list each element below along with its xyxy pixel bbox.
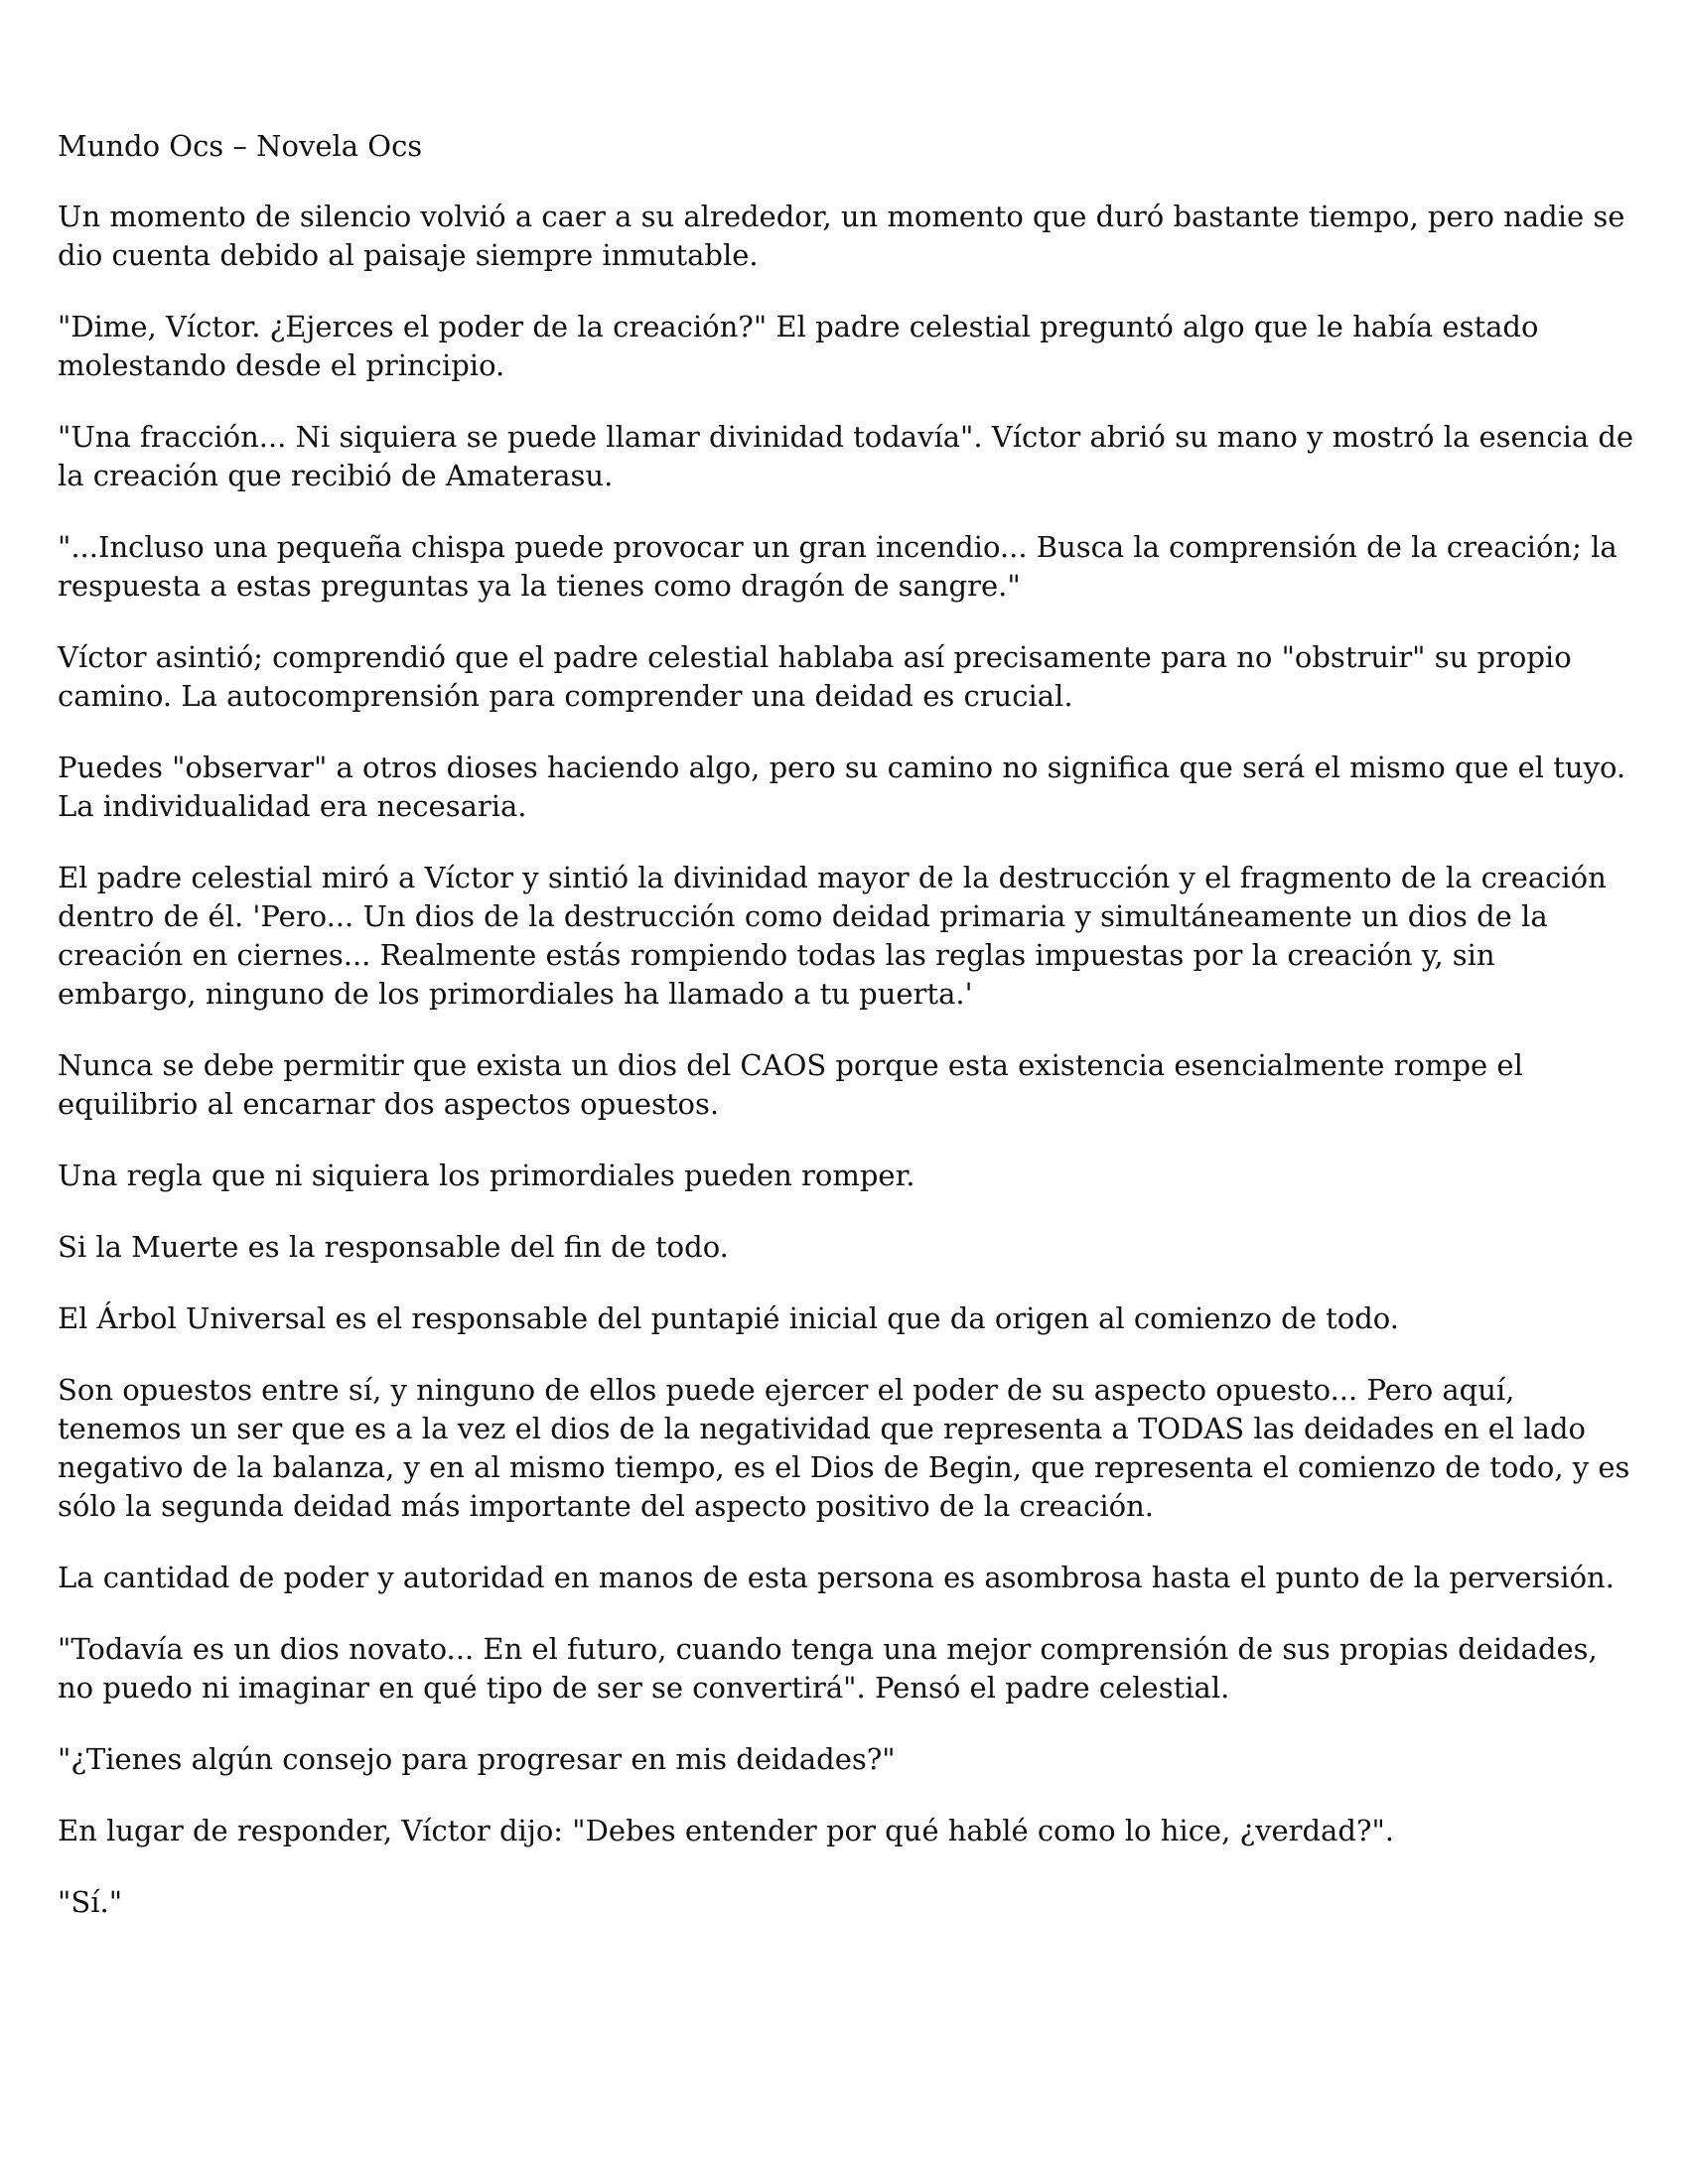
paragraph: "Una fracción... Ni siquiera se puede llamar divinidad todavía". Víctor abrió su mano y mostró la esencia de la creación que recibió de Amaterasu. bbox=[58, 420, 1634, 492]
paragraph: Son opuestos entre sí, y ninguno de ellos puede ejercer el poder de su aspecto opuesto... Pero aquí, tenemos un ser que es a la vez el dios de la negatividad que representa a TODAS las deidades en el lado negativo de la balanza, y en al mismo tiempo, es el Dios de Begin, que representa el comienzo de todo, y es sólo la segunda deidad más importante del aspecto positivo de la creación. bbox=[58, 1373, 1630, 1523]
paragraph: En lugar de responder, Víctor dijo: "Debes entender por qué hablé como lo hice, ¿verdad?". bbox=[58, 1814, 1395, 1847]
paragraph: "Todavía es un dios novato... En el futuro, cuando tenga una mejor comprensión de sus propias deidades, no puedo ni imaginar en qué tipo de ser se convertirá". Pensó el padre celestial. bbox=[58, 1632, 1598, 1705]
document-header: Mundo Ocs – Novela Ocs bbox=[58, 129, 423, 163]
paragraph: "Sí." bbox=[58, 1885, 123, 1919]
paragraph: "¿Tienes algún consejo para progresar en mis deidades?" bbox=[58, 1742, 896, 1776]
paragraph: Una regla que ni siquiera los primordiales pueden romper. bbox=[58, 1159, 915, 1192]
paragraph: Víctor asintió; comprendió que el padre celestial hablaba así precisamente para no "obstruir" su propio camino. La autocomprensión para comprender una deidad es crucial. bbox=[58, 640, 1572, 713]
document-page bbox=[58, 127, 1636, 1955]
paragraph: Un momento de silencio volvió a caer a su alrededor, un momento que duró bastante tiempo, pero nadie se dio cuenta debido al paisaje siempre inmutable. bbox=[58, 200, 1625, 272]
paragraph: Si la Muerte es la responsable del fin de todo. bbox=[58, 1230, 729, 1264]
paragraph: Puedes "observar" a otros dioses haciendo algo, pero su camino no significa que será el mismo que el tuyo. La individualidad era necesaria. bbox=[58, 751, 1626, 823]
paragraph: El Árbol Universal es el responsable del puntapié inicial que da origen al comienzo de todo. bbox=[58, 1301, 1399, 1335]
paragraph: La cantidad de poder y autoridad en manos de esta persona es asombrosa hasta el punto de la perversión. bbox=[58, 1561, 1615, 1594]
paragraph: Nunca se debe permitir que exista un dios del CAOS porque esta existencia esencialmente rompe el equilibrio al encarnar dos aspectos opuestos. bbox=[58, 1048, 1523, 1121]
paragraph: "...Incluso una pequeña chispa puede provocar un gran incendio... Busca la comprensión de la creación; la respuesta a estas preguntas ya la tienes como dragón de sangre." bbox=[58, 530, 1618, 603]
paragraph: "Dime, Víctor. ¿Ejerces el poder de la creación?" El padre celestial preguntó algo que le había estado molestando desde el principio. bbox=[58, 310, 1539, 382]
paragraph: El padre celestial miró a Víctor y sintió la divinidad mayor de la destrucción y el fragmento de la creación dentro de él. 'Pero... Un dios de la destrucción como deidad primaria y simultáneamente un dios de la creación en ciernes... Realmente estás rompiendo todas las reglas impuestas por la creación y, sin embargo, ninguno de los primordiales ha llamado a tu puerta.' bbox=[58, 861, 1607, 1011]
